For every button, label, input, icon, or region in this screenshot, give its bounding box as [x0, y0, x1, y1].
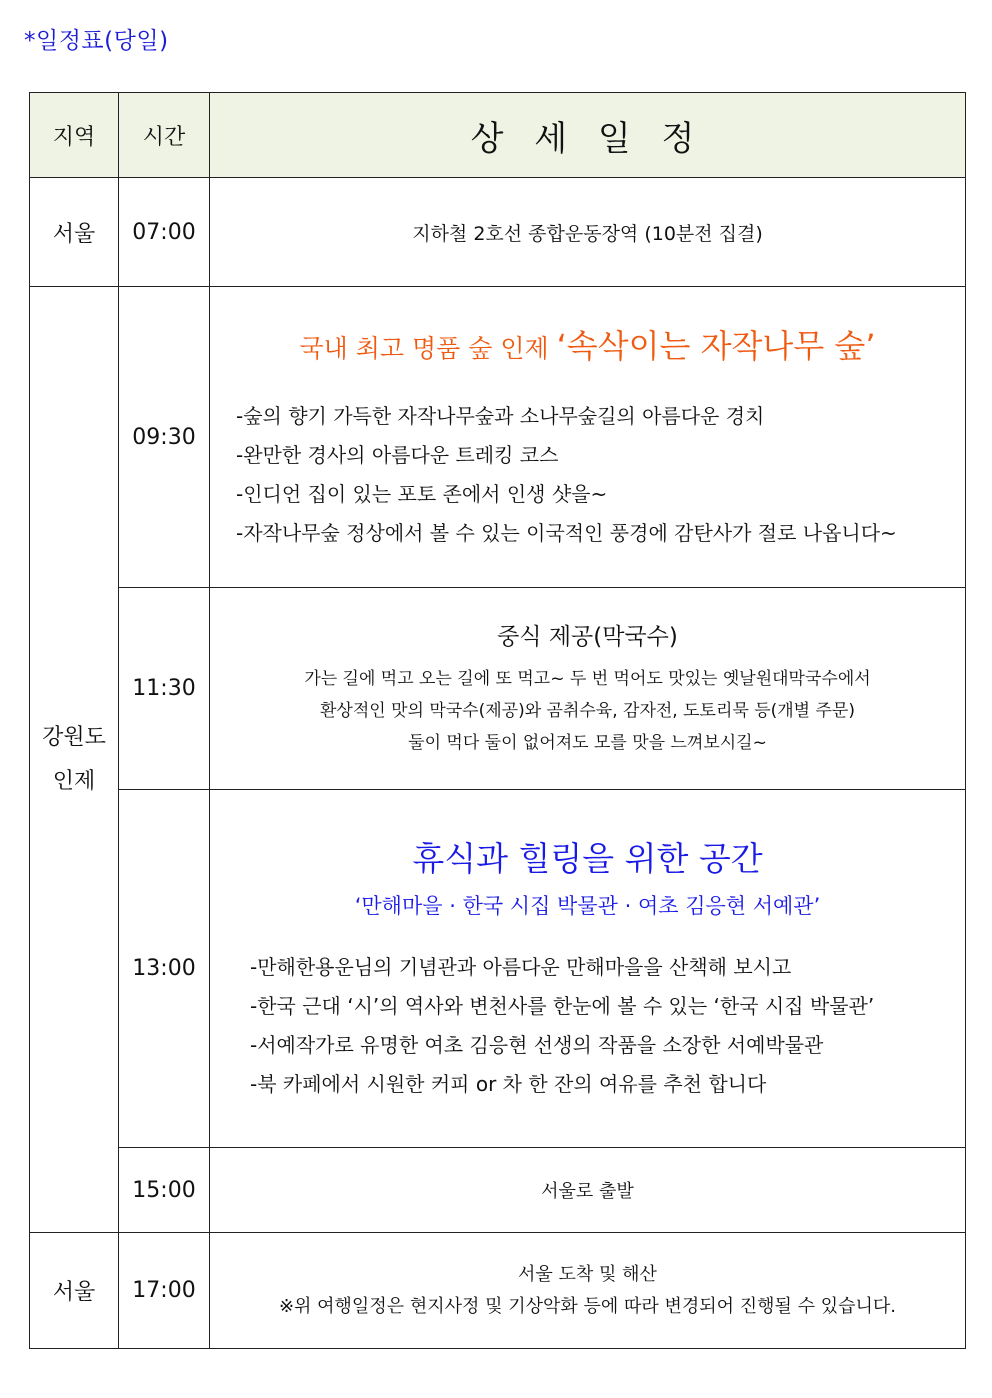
schedule-row [30, 178, 966, 287]
notice-line: ※위 여행일정은 현지사정 및 기상악화 등에 따라 변경되어 진행될 수 있습니다. [278, 1295, 897, 1317]
time-cell: 07:00 [119, 178, 210, 287]
detail-line: 환상적인 맛의 막국수(제공)와 곰취수육, 감자전, 도토리묵 등(개별 주문) [320, 701, 855, 721]
detail-heading: 휴식과 힐링을 위한 공간 [412, 839, 763, 878]
detail-cell: 서울로 출발 [210, 1148, 966, 1233]
bullet-item: -인디언 집이 있는 포토 존에서 인생 샷을~ [236, 482, 608, 506]
heading-prefix: 국내 최고 명품 숲 인제 [299, 334, 557, 363]
detail-cell: 지하철 2호선 종합운동장역 (10분전 집결) [210, 178, 966, 287]
region-line: 강원도 [42, 724, 106, 750]
heading-highlight: ‘속삭이는 자작나무 숲’ [556, 327, 876, 365]
time-cell: 09:30 [119, 287, 210, 588]
region-cell: 서울 [30, 178, 119, 287]
time-cell: 11:30 [119, 588, 210, 790]
region-cell [30, 287, 119, 1233]
detail-heading: 중식 제공(막국수) [497, 624, 678, 650]
bullet-list [210, 948, 965, 1104]
bullet-item: -완만한 경사의 아름다운 트레킹 코스 [236, 443, 559, 467]
header-row [30, 93, 966, 178]
bullet-item: -자작나무숲 정상에서 볼 수 있는 이국적인 풍경에 감탄사가 절로 나옵니다~ [236, 521, 897, 545]
time-cell: 15:00 [119, 1148, 210, 1233]
bullet-item: -서예작가로 유명한 여초 김응현 선생의 작품을 소장한 서예박물관 [250, 1033, 824, 1057]
time-cell: 17:00 [119, 1233, 210, 1349]
detail-cell [210, 1233, 966, 1349]
schedule-row [30, 287, 966, 588]
region-cell: 서울 [30, 1233, 119, 1349]
detail-cell [210, 588, 966, 790]
detail-line: 서울 도착 및 해산 [518, 1263, 657, 1285]
document-title: *일정표(당일) [24, 28, 169, 54]
header-time: 시간 [119, 93, 210, 178]
bullet-item: -만해한용운님의 기념관과 아름다운 만해마을을 산책해 보시고 [250, 955, 792, 979]
detail-subheading: ‘만해마을 · 한국 시집 박물관 · 여초 김응현 서예관’ [354, 894, 821, 918]
header-region: 지역 [30, 93, 119, 178]
detail-cell [210, 287, 966, 588]
detail-line: 가는 길에 먹고 오는 길에 또 먹고~ 두 번 먹어도 맛있는 옛날원대막국수에서 [304, 669, 871, 689]
detail-cell [210, 790, 966, 1148]
bullet-list [210, 397, 965, 553]
schedule-table [29, 92, 966, 1349]
schedule-row [30, 588, 966, 790]
bullet-item: -북 카페에서 시원한 커피 or 차 한 잔의 여유를 추천 합니다 [250, 1072, 767, 1096]
bullet-item: -한국 근대 ‘시’의 역사와 변천사를 한눈에 볼 수 있는 ‘한국 시집 박물관’ [250, 994, 875, 1018]
schedule-row [30, 1233, 966, 1349]
schedule-row [30, 1148, 966, 1233]
detail-heading [210, 321, 965, 367]
detail-line: 둘이 먹다 둘이 없어져도 모를 맛을 느껴보시길~ [408, 733, 767, 753]
bullet-item: -숲의 향기 가득한 자작나무숲과 소나무숲길의 아름다운 경치 [236, 404, 765, 428]
region-line: 인제 [52, 768, 96, 794]
schedule-row [30, 790, 966, 1148]
header-detail: 상 세 일 정 [210, 93, 966, 178]
time-cell: 13:00 [119, 790, 210, 1148]
